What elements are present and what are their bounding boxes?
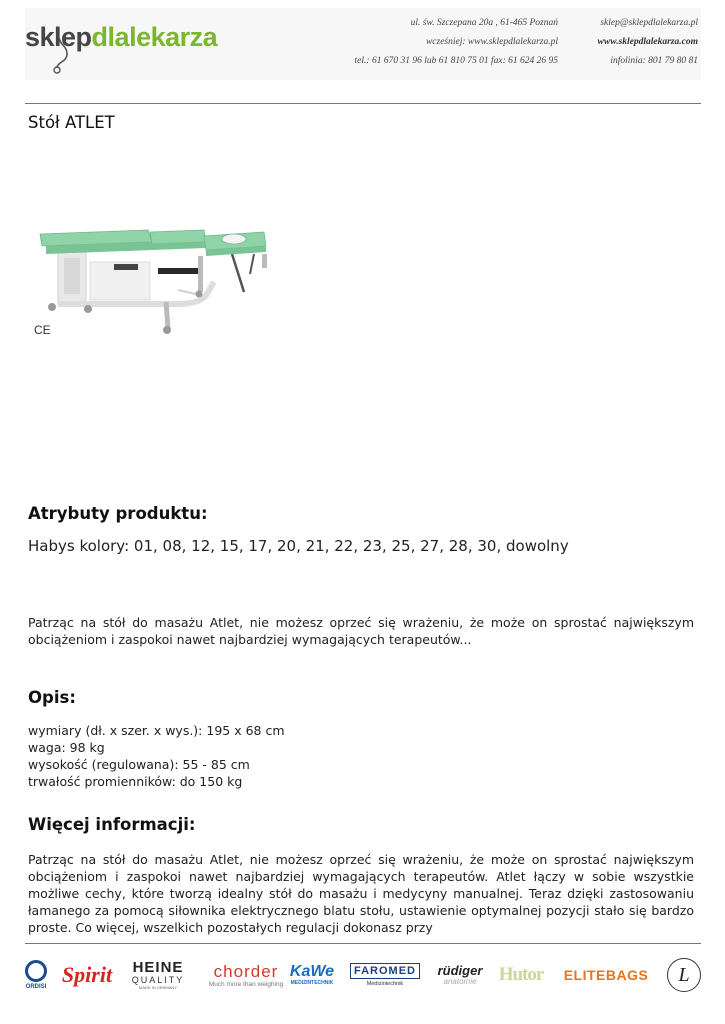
infoline: infolinia: 801 79 80 81 xyxy=(610,56,698,66)
spec-list xyxy=(28,722,285,790)
spec-load: trwałość promienników: do 150 kg xyxy=(28,774,243,789)
spec-dimensions: wymiary (dł. x szer. x wys.): 195 x 68 cm xyxy=(28,723,285,738)
brand-faromed[interactable]: FAROMED Medizintechnik xyxy=(347,954,423,996)
spec-weight: waga: 98 kg xyxy=(28,740,105,755)
spec-height: wysokość (regulowana): 55 - 85 cm xyxy=(28,757,250,772)
former-website[interactable]: wcześniej: www.sklepdlalekarza.pl xyxy=(425,37,558,47)
littmann-logo-icon: L xyxy=(667,958,701,992)
brand-logo-strip xyxy=(22,950,704,1000)
logo-text-sklep: sklep xyxy=(25,22,92,52)
brand-spirit[interactable]: Spirit xyxy=(61,962,113,987)
contact-address-block xyxy=(355,14,558,71)
attributes-heading: Atrybuty produktu: xyxy=(28,504,208,523)
ce-mark: CE xyxy=(34,323,51,337)
brand-rudiger[interactable]: rüdiger anatomie xyxy=(437,963,483,986)
brand-ordisi[interactable]: ORDISI xyxy=(22,954,50,996)
product-title: Stół ATLET xyxy=(28,113,115,132)
page-header xyxy=(25,8,701,80)
shop-website[interactable]: www.sklepdlalekarza.com xyxy=(597,37,698,47)
more-info-heading: Więcej informacji: xyxy=(28,815,196,834)
shop-email[interactable]: sklep@sklepdlalekarza.pl xyxy=(600,18,698,28)
stethoscope-icon xyxy=(53,36,75,76)
intro-paragraph: Patrząc na stół do masażu Atlet, nie możesz oprzeć się wrażeniu, że może on sprostać największym obciążeniom i zaspokoi nawet najbardziej wymagających terapeutów... xyxy=(28,615,694,647)
more-info-paragraph: Patrząc na stół do masażu Atlet, nie możesz oprzeć się wrażeniu, że może on sprostać największym obciążeniom i zaspokoi nawet najbardziej wymagających terapeutów. Atlet łączy w sobie wszystkie możliwe cechy, które tworzą idealny stół do masażu i medycyny manualnej. Teraz dzięki zastosowaniu łamanego za pomocą siłownika elektrycznego blatu stołu, ustawienie optymalnej pozycji stało się bardzo proste. Co więcej, wszelkich pozostałych regulacji dokonasz przy xyxy=(28,852,694,935)
attribute-colors: Habys kolory: 01, 08, 12, 15, 17, 20, 21, 22, 23, 25, 27, 28, 30, dowolny xyxy=(28,537,569,555)
logo-text-dla: dla xyxy=(91,22,130,52)
logo-text-lekarza: lekarza xyxy=(129,22,218,52)
brand-chorder[interactable]: chorder Much more than weighing xyxy=(208,961,284,988)
brand-hutor[interactable]: Hutor xyxy=(498,964,544,985)
header-divider xyxy=(25,103,701,104)
shop-address: ul. św. Szczepana 20a , 61-465 Poznań xyxy=(410,18,558,28)
description-heading: Opis: xyxy=(28,688,76,707)
footer-divider xyxy=(25,943,701,944)
brand-kawe[interactable]: KaWe MEDIZINTECHNIK xyxy=(289,963,335,986)
ordisi-logo-icon xyxy=(25,960,47,982)
phone-numbers: tel.: 61 670 31 96 lub 61 810 75 01 fax: 61 624 26 95 xyxy=(354,56,558,66)
brand-littmann[interactable] xyxy=(666,954,702,996)
contact-online-block xyxy=(598,14,698,71)
product-image-massage-table xyxy=(28,212,276,340)
brand-elitebags[interactable]: ELITEBAGS xyxy=(563,967,649,983)
brand-heine[interactable]: HEINE QUALITY MADE IN GERMANY xyxy=(131,959,185,990)
